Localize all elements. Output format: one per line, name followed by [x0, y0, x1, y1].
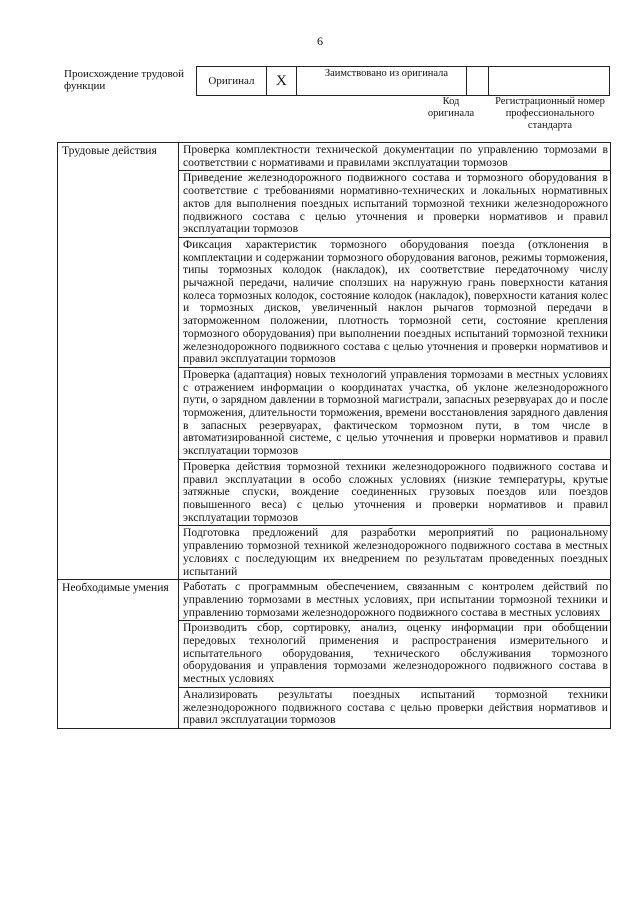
table-cell: Проверка действия тормозной техники железнодорожного подвижного состава и правил эксплуатации в особо сложных условиях (низкие температуры, крутые затяжные спуски, вождение соединенных грузовых поездов или поездов повышенного веса) с целью уточнения и проверки нормативов и правил эксплуатации тормозов	[179, 459, 611, 526]
section-label-labor-actions: Трудовые действия	[58, 143, 179, 580]
function-table	[57, 142, 611, 729]
table-cell: Фиксация характеристик тормозного оборудования поезда (отклонения в комплектации и содержании тормозного оборудования вагонов, режимы торможения, типы тормозных колодок (накладок), их соответствие передаточному числу рычажной передачи, наличие сползших на наружную грань поверхности катания колеса тормозных колодок, состояние колодок (накладок), поверхности катания колес и тормозных дисков, увеличенный наклон рычагов тормозной передачи в заторможенном положении, плотность тормозной сети, состояние крепления тормозного оборудования) при выполнении поездных испытаний тормозной техники железнодорожного подвижного состава с целью уточнения и проверки нормативов и правил эксплуатации тормозов	[179, 237, 611, 367]
original-cell: Оригинал	[197, 67, 267, 96]
table-cell: Подготовка предложений для разработки мероприятий по рациональному управлению тормозной техникой железнодорожного подвижного состава в местных условиях с последующим их внедрением по результатам проведенных поездных испытаний	[179, 526, 611, 580]
table-cell: Проверка (адаптация) новых технологий управления тормозами в местных условиях с отражением информации о координатах участка, об уклоне железнодорожного пути, о зарядном давлении в тормозной магистрали, запасных резервуарах до и после торможения, длительности торможения, времени восстановления зарядного давления в запасных резервуарах, фактическом тормозном пути, в том числе в автоматизированной системе, с целью уточнения и проверки нормативов и правил эксплуатации тормозов	[179, 367, 611, 459]
table-cell: Анализировать результаты поездных испытаний тормозной техники железнодорожного подвижного состава с целью проверки действия нормативов и правил эксплуатации тормозов	[179, 687, 611, 728]
reg-number-caption: Регистрационный номер профессионального стандарта	[495, 96, 605, 131]
origin-table	[196, 66, 610, 96]
table-row	[58, 580, 611, 621]
table-cell: Работать с программным обеспечением, связанным с контролем действий по управлению тормозами в местных условиях, при испытании тормозной техники и управлению тормозами железнодорожного подвижного состава в местных условиях	[179, 580, 611, 621]
code-cell	[466, 67, 489, 96]
table-cell: Приведение железнодорожного подвижного состава и тормозного оборудования в соответствие с требованиями нормативно-технических и локальных нормативных актов для выполнения поездных испытаний тормозной техники железнодорожного подвижного состава с целью уточнения и проверки нормативов и правил эксплуатации тормозов	[179, 171, 611, 238]
reg-number-cell	[489, 67, 610, 96]
table-row	[58, 143, 611, 171]
table-cell: Производить сбор, сортировку, анализ, оценку информации при обобщении передовых технологий применения и распространения измерительного и испытательного оборудования, технического обслуживания тормозного оборудования и управления тормозами железнодорожного подвижного состава в местных условиях	[179, 621, 611, 688]
section-label-required-skills: Необходимые умения	[58, 580, 179, 729]
origin-label: Происхождение трудовой функции	[64, 68, 185, 92]
borrowed-cell: Заимствовано из оригинала	[296, 67, 466, 96]
original-mark: X	[266, 67, 296, 96]
page-number: 6	[317, 34, 323, 48]
table-cell: Проверка комплектности технической документации по управлению тормозами в соответствии с нормативами и правилами эксплуатации тормозов	[179, 143, 611, 171]
code-caption: Код оригинала	[427, 96, 475, 119]
